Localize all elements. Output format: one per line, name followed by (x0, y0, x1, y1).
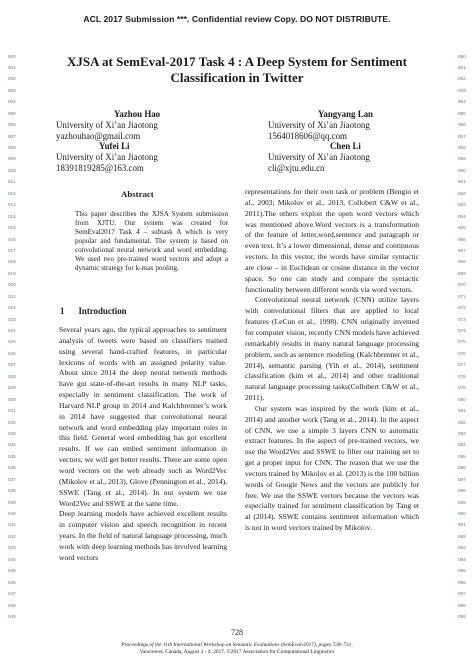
line-number: 089 (458, 499, 466, 505)
line-number: 031 (8, 408, 16, 414)
line-number: 010 (8, 167, 16, 173)
line-number: 039 (8, 499, 16, 505)
line-number: 007 (8, 133, 16, 139)
line-number: 076 (458, 350, 466, 356)
line-number: 045 (8, 568, 16, 574)
line-number: 077 (458, 362, 466, 368)
line-number: 070 (458, 282, 466, 288)
line-number: 052 (458, 76, 466, 82)
line-number: 002 (8, 76, 16, 82)
line-number: 029 (8, 385, 16, 391)
line-number: 063 (458, 202, 466, 208)
line-numbers-right (458, 51, 466, 623)
section-title: Introduction (78, 306, 127, 316)
line-number: 048 (8, 602, 16, 608)
line-number: 060 (458, 167, 466, 173)
line-number: 027 (8, 362, 16, 368)
title-line-2: Classification in Twitter (170, 70, 304, 85)
line-number: 080 (458, 396, 466, 402)
line-number: 016 (8, 236, 16, 242)
line-number: 091 (458, 522, 466, 528)
line-number: 085 (458, 453, 466, 459)
author-affiliation: University of Xi’an Jiaotong (56, 152, 158, 163)
line-number: 036 (8, 465, 16, 471)
line-number: 040 (8, 511, 16, 516)
author-email: yazhouhao@gmail.com (56, 130, 141, 141)
right-column-body (245, 187, 419, 534)
author-name: Chen Li (330, 141, 361, 152)
line-number: 079 (458, 385, 466, 391)
line-number: 000 (8, 53, 16, 59)
line-number: 094 (458, 556, 466, 562)
title-line-1: XJSA at SemEval-2017 Task 4 : A Deep System for Sentiment (67, 54, 407, 69)
line-number: 009 (8, 156, 16, 162)
line-number: 067 (458, 247, 466, 253)
author-affiliation: University of Xi’an Jiaotong (268, 152, 370, 163)
line-number: 044 (8, 556, 16, 562)
line-number: 053 (458, 87, 466, 93)
section-heading (60, 306, 127, 316)
line-number: 019 (8, 270, 16, 276)
line-number: 013 (8, 202, 16, 208)
line-number: 028 (8, 373, 16, 379)
line-number: 017 (8, 247, 16, 253)
line-number: 095 (458, 568, 466, 574)
line-number: 006 (8, 122, 16, 128)
line-number: 096 (458, 579, 466, 585)
author-email: cli@xjtu.edu.cn (268, 162, 325, 173)
review-header: ACL 2017 Submission ***. Confidential review Copy. DO NOT DISTRIBUTE. (83, 14, 391, 24)
line-number: 025 (8, 339, 16, 345)
line-number: 058 (458, 145, 466, 150)
line-number: 084 (458, 442, 466, 448)
paragraph: Several years ago, the typical approaches to sentiment analysis of tweets were based on classifiers trained using several hand-crafted features, in particular lexicons of words with an assigned polarity value. About since 2014 the deep neural network methods have got state-of-the-art results in many NLP tasks, especially in sentiment classification. The work of Harvard NLP group in 2014 and Kalchbrenner’s work in 2014 have suggested that convolutional neural network and word embedding play important roles in this field. General word embedding has got excellent results. If we can embed sentiment information in vectors, we will get better results. There are some open word vectors on the web already such as Word2Vec (Mikolov et al., 2013), Glove (Pennington et al., 2014), SSWE (Tang et al., 2014). In our system we use Word2Vec and SSWE at the same time. (59, 325, 227, 508)
line-number: 020 (8, 282, 16, 288)
line-number: 012 (8, 190, 16, 196)
line-number: 050 (458, 53, 466, 59)
line-number: 032 (8, 419, 16, 425)
author-email: 18391819285@163.com (56, 162, 144, 173)
line-number: 062 (458, 190, 466, 196)
line-number: 041 (8, 522, 16, 528)
line-number: 093 (458, 545, 466, 551)
footer-copyright: Vancouver, Canada, August 3 - 4, 2017. ©2017 Association for Computational Linguistics (139, 648, 335, 655)
line-number: 022 (8, 305, 16, 311)
line-number: 014 (8, 213, 16, 219)
line-number: 033 (8, 430, 16, 436)
author-email: 1564018606@qq.com (268, 130, 347, 141)
line-number: 071 (458, 293, 466, 299)
author-affiliation: University of Xi’an Jiaotong (268, 119, 370, 130)
left-column-body (59, 325, 227, 564)
footer-proceedings: Proceedings of the 11th International Workshop on Semantic Evaluations (SemEval-2017), pages 728–731, (121, 642, 353, 648)
line-number: 047 (8, 591, 16, 597)
line-number: 059 (458, 156, 466, 162)
line-number: 030 (8, 396, 16, 402)
paper-title (40, 54, 434, 86)
page-number: 728 (231, 628, 243, 637)
author-name: Yangyang Lan (318, 109, 373, 119)
paragraph: Our system was inspired by the work (kim et al., 2014) and another work (Tang et al., 2014). In the aspect of CNN, we use a simple 3 layers CNN to automatic extract features. In the aspect of pre-trained vectors, we use the Word2Vec and SSWE to filter our training set to get a proper input for CNN. The reason that we use the vectors trained by Mikolov et al. (2013) is the 100 billion words of Google News and the vectors are publicly for free. We use the SSWE vectors because the vectors was especially trained for sentiment classification by Tang et al (2014). SSWE contains sentiment information which is not in word vectors trained by Mikolov. (245, 403, 419, 533)
footer (0, 642, 474, 656)
line-number: 046 (8, 579, 16, 585)
line-number: 088 (458, 488, 466, 494)
line-number: 097 (458, 591, 466, 597)
line-number: 035 (8, 453, 16, 459)
line-number: 087 (458, 476, 466, 482)
line-number: 068 (458, 259, 466, 265)
section-number: 1 (60, 306, 65, 316)
line-number: 024 (8, 328, 16, 333)
author-name: Yazhou Hao (114, 109, 161, 119)
line-number: 005 (8, 110, 16, 116)
line-number: 056 (458, 122, 466, 128)
line-number: 043 (8, 545, 16, 551)
line-number: 008 (8, 145, 16, 150)
line-number: 021 (8, 293, 16, 299)
line-number: 023 (8, 316, 16, 322)
line-numbers-left (8, 51, 16, 623)
line-number: 083 (458, 430, 466, 436)
line-number: 015 (8, 225, 16, 231)
line-number: 003 (8, 87, 16, 93)
line-number: 034 (8, 442, 16, 448)
paragraph: Deep learning models have achieved excellent results in computer vision and speech recognition in recent years. In the field of natural language processing, much work with deep learning methods has involved learning word vectors (59, 509, 227, 562)
paragraph: representations for their own task or problem (Bengio et al., 2003; Mikolov et al., 2013, Collobert C&W et al., 2011).The others exploit the open word vectors which was mentioned above.Word vectors is a transformation of the feature of letter,word,sentence and paragraph or even text. It’s a lower dimensional, dense and continuous vectors. In this vector, the words have similar syntactic are close – in Euclidean or cosine distance in the vector space. So one can study and compare the syntactic functionality between different words via word vectors. (245, 187, 419, 294)
author-affiliation: University of Xi’an Jiaotong (56, 119, 158, 130)
line-number: 064 (458, 213, 466, 219)
line-number: 075 (458, 339, 466, 345)
author-name: Yufei Li (99, 141, 130, 152)
line-number: 037 (8, 476, 16, 482)
line-number: 069 (458, 270, 466, 276)
line-number: 057 (458, 133, 466, 139)
line-number: 049 (8, 613, 16, 619)
line-number: 061 (458, 179, 466, 185)
line-number: 099 (458, 613, 466, 619)
line-number: 038 (8, 488, 16, 494)
line-number: 081 (458, 408, 466, 414)
line-number: 054 (458, 99, 466, 105)
line-number: 011 (8, 179, 16, 185)
paragraph: Convolutional neural network (CNN) utilize layers with convolutional filters that are applied to local features (LeCun et al., 1998). CNN originally invented for computer vision, recently CNN models have achieved remarkably results in many natural language processing problem, such as sentence modeling (Kalchbrenner et al., 2014), semantic parsing (Yih et al., 2014), sentiment classification (kim et al., 2014) and other traditional natural language processing tasks(Collobert C&W et al., 2011). (245, 295, 419, 403)
line-number: 090 (458, 511, 466, 516)
line-number: 098 (458, 602, 466, 608)
line-number: 082 (458, 419, 466, 425)
line-number: 004 (8, 99, 16, 105)
line-number: 001 (8, 64, 16, 70)
line-number: 074 (458, 328, 466, 333)
line-number: 073 (458, 316, 466, 322)
line-number: 018 (8, 259, 16, 265)
author-block-right (268, 109, 418, 174)
author-block-left (56, 109, 206, 174)
line-number: 078 (458, 373, 466, 379)
abstract-text: This paper describes the XJSA System submission from XJTU. Our system was created for SemEval2017 Task 4 – subtask A which is very popular and fundamental. The system is based on convolutional neural network and word embedding. We used two pre-trained word vectors and adopt a dynamic strategy for k-max pooling. (75, 210, 228, 273)
line-number: 051 (458, 64, 466, 70)
line-number: 086 (458, 465, 466, 471)
abstract-heading: Abstract (121, 189, 154, 199)
line-number: 072 (458, 305, 466, 311)
line-number: 065 (458, 225, 466, 231)
line-number: 026 (8, 350, 16, 356)
line-number: 055 (458, 110, 466, 116)
line-number: 042 (8, 533, 16, 539)
line-number: 092 (458, 533, 466, 539)
line-number: 066 (458, 236, 466, 242)
